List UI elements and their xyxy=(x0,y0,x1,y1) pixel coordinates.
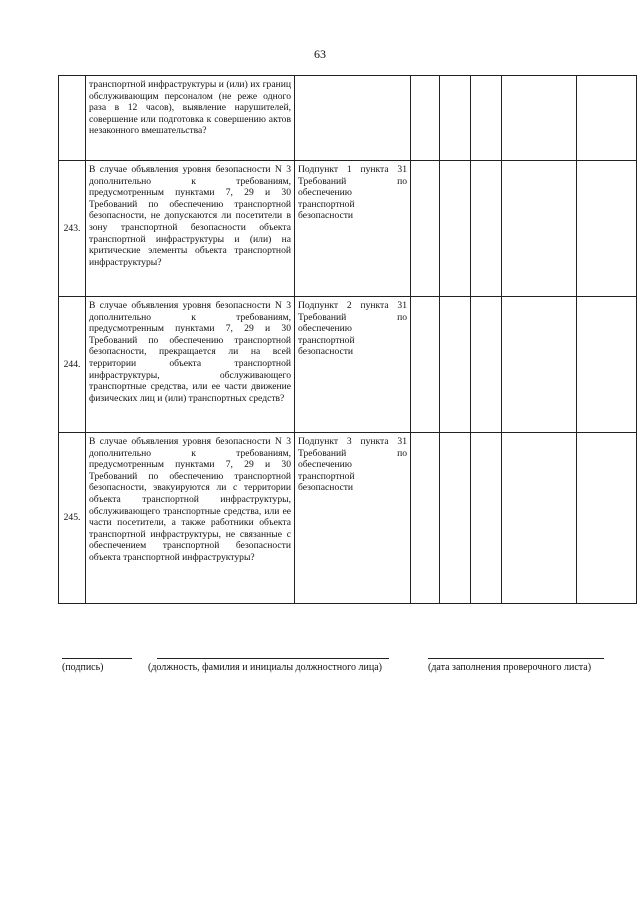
reference-line: обеспечению xyxy=(298,323,352,335)
answer-yes-cell[interactable] xyxy=(411,76,440,161)
official-label: (должность, фамилия и инициалы должностного лица) xyxy=(148,662,382,673)
note-cell[interactable] xyxy=(502,76,577,161)
answer-yes-cell[interactable] xyxy=(411,433,440,604)
table-row xyxy=(59,297,637,433)
row-number: 243. xyxy=(59,161,86,297)
reference-line: транспортной xyxy=(298,198,355,210)
signature-label: (подпись) xyxy=(62,662,104,673)
table-row xyxy=(59,161,637,297)
extra-cell[interactable] xyxy=(577,76,637,161)
reference-line: Подпункт 2 пункта 31 xyxy=(298,300,407,311)
answer-no-cell[interactable] xyxy=(440,161,471,297)
date-line[interactable] xyxy=(428,658,604,659)
answer-no-cell[interactable] xyxy=(440,297,471,433)
row-number xyxy=(59,76,86,161)
answer-na-cell[interactable] xyxy=(471,297,502,433)
reference-line: Требований по xyxy=(298,447,407,459)
reference-line: транспортной xyxy=(298,470,355,482)
reference-line: безопасности xyxy=(298,346,354,358)
answer-na-cell[interactable] xyxy=(471,161,502,297)
table-row xyxy=(59,433,637,604)
reference-line: транспортной xyxy=(298,334,355,346)
reference-cell xyxy=(295,161,411,297)
question-cell xyxy=(86,76,295,161)
question-text: В случае объявления уровня безопасности N 3 дополнительно к требованиям, предусмотренным пунктами 7, 29 и 30 Требований по обеспечению транспортной безопасности, прекращается ли на всей территории объекта транспортной инфраструктуры, обслуживающего транспортные средства, или ее части движение физических лиц и (или) транспортных средств? xyxy=(89,300,291,404)
date-label: (дата заполнения проверочного листа) xyxy=(428,662,592,673)
answer-no-cell[interactable] xyxy=(440,433,471,604)
note-cell[interactable] xyxy=(502,297,577,433)
official-line[interactable] xyxy=(157,658,389,659)
question-cell xyxy=(86,433,295,604)
question-text: транспортной инфраструктуры и (или) их границ обслуживающим персоналом (не реже одного раза в 12 часов), выявление нарушителей, совершение или подготовка к совершению актов незаконного вмешательства? xyxy=(89,79,291,137)
reference-line: обеспечению xyxy=(298,459,352,471)
answer-na-cell[interactable] xyxy=(471,433,502,604)
row-number: 245. xyxy=(59,433,86,604)
question-text: В случае объявления уровня безопасности N 3 дополнительно к требованиям, предусмотренным пунктами 7, 29 и 30 Требований по обеспечению транспортной безопасности, не допускаются ли посетители в зону транспортной безопасности объекта транспортной инфраструктуры и (или) на критические элементы объекта транспортной инфраструктуры? xyxy=(89,164,291,268)
reference-cell xyxy=(295,76,411,161)
reference-line: безопасности xyxy=(298,482,354,494)
answer-na-cell[interactable] xyxy=(471,76,502,161)
checklist-table xyxy=(58,75,637,604)
reference-cell xyxy=(295,433,411,604)
signature-line[interactable] xyxy=(62,658,132,659)
table-row xyxy=(59,76,637,161)
question-text: В случае объявления уровня безопасности N 3 дополнительно к требованиям, предусмотренным пунктами 7, 29 и 30 Требований по обеспечению транспортной безопасности, эвакуируются ли с территории объекта транспортной инфраструктуры, обслуживающего транспортные средства, или ее части посетители, а также работники объекта транспортной инфраструктуры, не связанные с обеспечением транспортной безопасности объекта транспортной инфраструктуры? xyxy=(89,436,291,563)
reference-line: Подпункт 1 пункта 31 xyxy=(298,164,407,175)
extra-cell[interactable] xyxy=(577,433,637,604)
reference-line: Требований по xyxy=(298,311,407,323)
page-number: 63 xyxy=(314,47,326,61)
answer-yes-cell[interactable] xyxy=(411,297,440,433)
question-cell xyxy=(86,297,295,433)
note-cell[interactable] xyxy=(502,433,577,604)
reference-line: обеспечению xyxy=(298,187,352,199)
reference-cell xyxy=(295,297,411,433)
answer-no-cell[interactable] xyxy=(440,76,471,161)
extra-cell[interactable] xyxy=(577,161,637,297)
reference-line: Подпункт 3 пункта 31 xyxy=(298,436,407,447)
extra-cell[interactable] xyxy=(577,297,637,433)
answer-yes-cell[interactable] xyxy=(411,161,440,297)
reference-line: Требований по xyxy=(298,175,407,187)
note-cell[interactable] xyxy=(502,161,577,297)
question-cell xyxy=(86,161,295,297)
reference-line: безопасности xyxy=(298,210,354,222)
row-number: 244. xyxy=(59,297,86,433)
